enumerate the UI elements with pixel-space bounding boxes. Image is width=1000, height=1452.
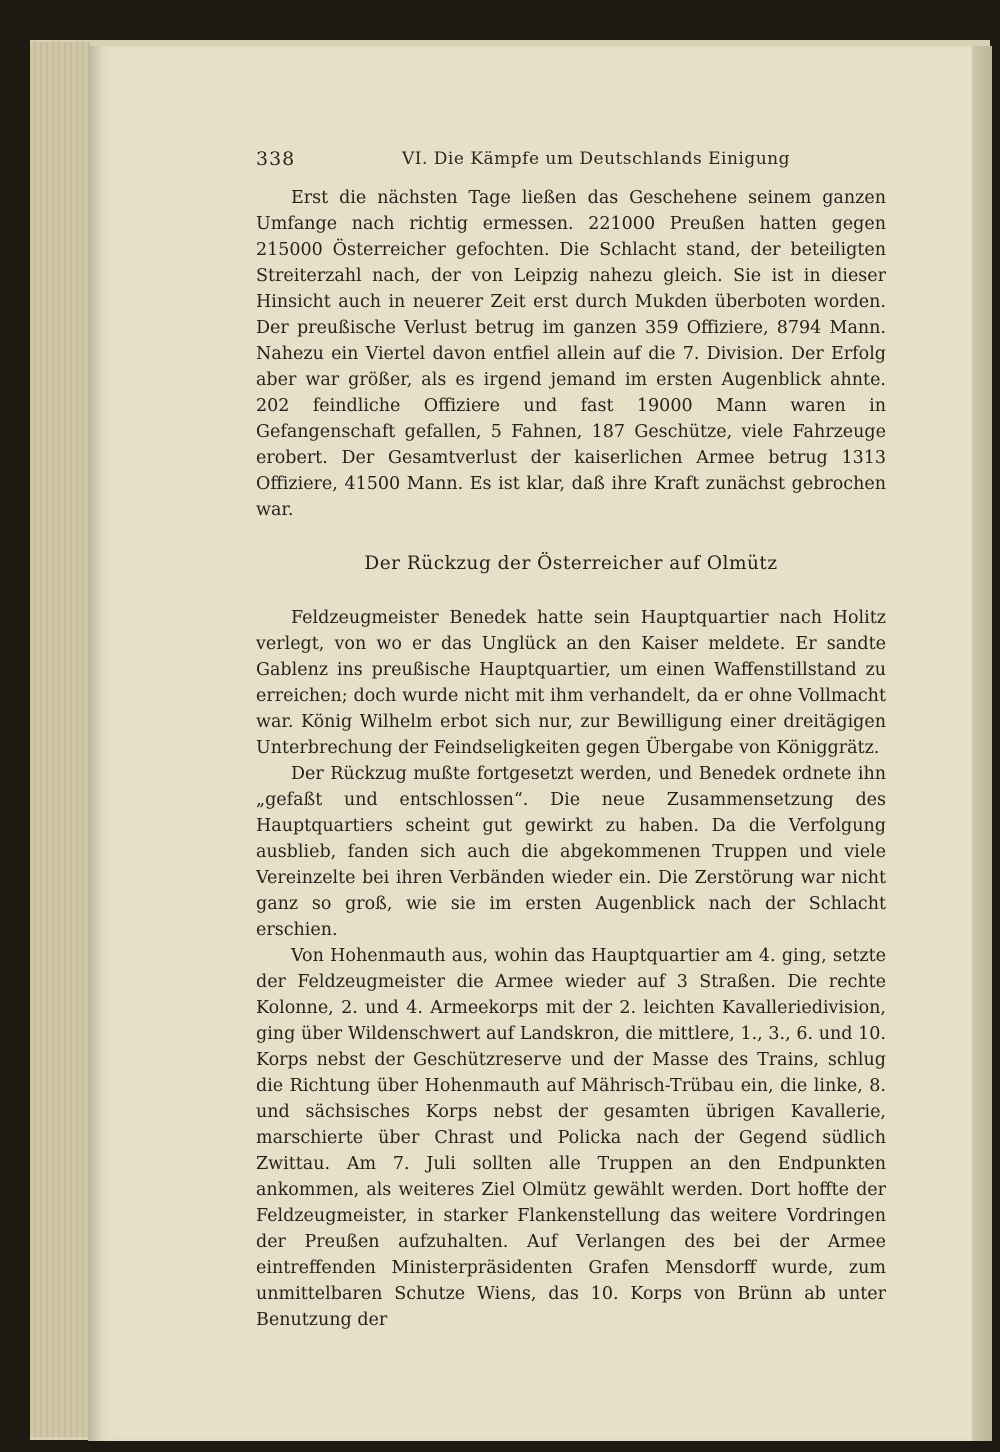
paragraph: Feldzeugmeister Benedek hatte sein Hauptquartier nach Holitz verlegt, von wo er das Unglück an den Kaiser meldete. Er sandte Gablenz ins preußische Hauptquartier, um einen Waffenstillstand zu erreichen; doch wurde nicht mit ihm verhandelt, da er ohne Vollmacht war. König Wilhelm erbot sich nur, zur Bewilligung einer dreitägigen Unterbrechung der Feindseligkeiten gegen Übergabe von Königgrätz. (256, 608, 886, 758)
section-heading: Der Rückzug der Österreicher auf Olmütz (364, 553, 778, 574)
running-title: VI. Die Kämpfe um Deutschlands Einigung (402, 149, 790, 169)
paragraph: Der Rückzug mußte fortgesetzt werden, und Benedek ordnete ihn „gefaßt und entschlossen“. Die neue Zusammensetzung des Hauptquartiers scheint gut gewirkt zu haben. Da die Verfolgung ausblieb, fanden sich auch die abgekommenen Truppen und viele Vereinzelte bei ihren Verbänden wieder ein. Die Zerstörung war nicht ganz so groß, wie sie im ersten Augenblick nach der Schlacht erschien. (256, 764, 886, 940)
page-header (256, 148, 886, 178)
page-number: 338 (256, 148, 296, 170)
page-edges (30, 42, 90, 1437)
paragraph: Von Hohenmauth aus, wohin das Hauptquartier am 4. ging, setzte der Feldzeugmeister die Armee wieder auf 3 Straßen. Die rechte Kolonne, 2. und 4. Armeekorps mit der 2. leichten Kavalleriedivision, ging über Wildenschwert auf Landskron, die mittlere, 1., 3., 6. und 10. Korps nebst der Geschützreserve und der Masse des Trains, schlug die Richtung über Hohenmauth auf Mährisch-Trübau ein, die linke, 8. und sächsisches Korps nebst der gesamten übrigen Kavallerie, marschierte über Chrast und Policka nach der Gegend südlich Zwittau. Am 7. Juli sollten alle Truppen an den Endpunkten ankommen, als weiteres Ziel Olmütz gewählt werden. Dort hoffte der Feldzeugmeister, in starker Flankenstellung das weitere Vordringen der Preußen aufzuhalten. Auf Verlangen des bei der Armee eintreffenden Ministerpräsidenten Grafen Mensdorff wurde, zum unmittelbaren Schutze Wiens, das 10. Korps von Brünn ab unter Benutzung der (256, 946, 886, 1330)
book-gutter (972, 46, 992, 1441)
page-body (256, 185, 886, 1333)
paragraph: Erst die nächsten Tage ließen das Geschehene seinem ganzen Umfange nach richtig ermessen. 221000 Preußen hatten gegen 215000 Österreicher gefochten. Die Schlacht stand, der beteiligten Streiterzahl nach, der von Leipzig nahezu gleich. Sie ist in dieser Hinsicht auch in neuerer Zeit erst durch Mukden überboten worden. Der preußische Verlust betrug im ganzen 359 Offiziere, 8794 Mann. Nahezu ein Viertel davon entfiel allein auf die 7. Division. Der Erfolg aber war größer, als es irgend jemand im ersten Augenblick ahnte. 202 feindliche Offiziere und fast 19000 Mann waren in Gefangenschaft gefallen, 5 Fahnen, 187 Geschütze, viele Fahrzeuge erobert. Der Gesamtverlust der kaiserlichen Armee betrug 1313 Offiziere, 41500 Mann. Es ist klar, daß ihre Kraft zunächst gebrochen war. (256, 188, 886, 520)
